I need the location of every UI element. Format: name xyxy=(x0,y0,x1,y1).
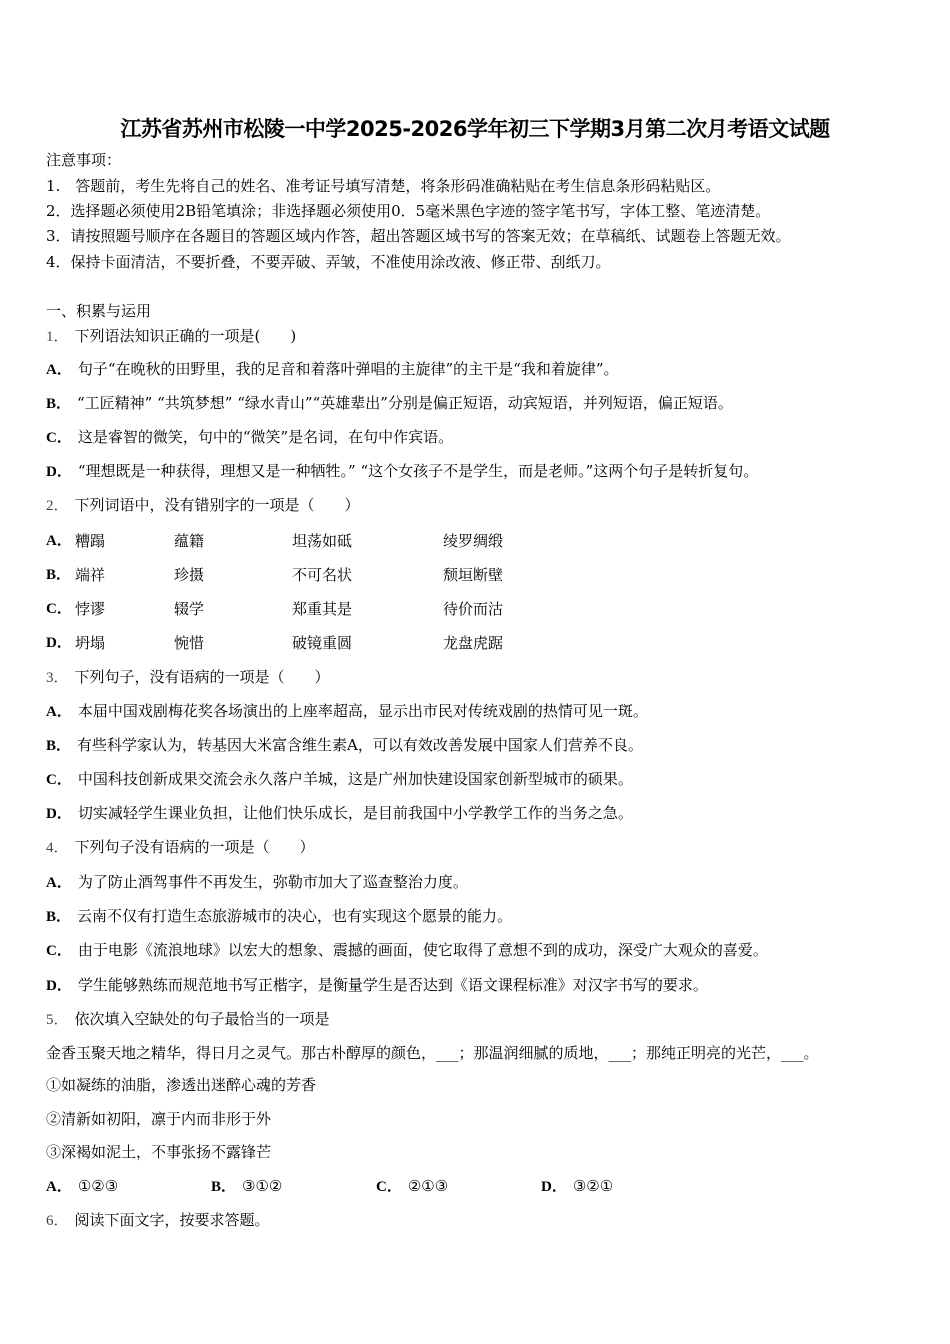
option-label: A． xyxy=(46,533,72,549)
question-4 xyxy=(46,837,315,858)
option-b xyxy=(46,393,733,414)
option-label: D． xyxy=(46,978,72,994)
option-word: 绫罗绸缎 xyxy=(443,532,504,550)
question-stem: 下列句子没有语病的一项是（ ） xyxy=(74,838,315,856)
option-word: 待价而沽 xyxy=(443,600,504,618)
notice-item: 3．请按照题号顺序在各题目的答题区域内作答，超出答题区域书写的答案无效；在草稿纸、试题卷上答题无效。 xyxy=(46,227,791,245)
notice-item: 2．选择题必须使用2B铅笔填涂；非选择题必须使用0．5毫米黑色字迹的签字笔书写，字体工整、笔迹清楚。 xyxy=(46,202,771,220)
question-stem: 下列语法知识正确的一项是( ) xyxy=(74,327,297,345)
option-text: 有些科学家认为，转基因大米富含维生素A，可以有效改善发展中国家人们营养不良。 xyxy=(77,736,643,754)
option-label: B． xyxy=(46,738,72,754)
option-label: D． xyxy=(46,806,72,822)
option-word: 辍学 xyxy=(174,600,205,618)
option-c xyxy=(46,940,768,961)
option-text: “理想既是一种获得，理想又是一种牺牲。” “这个女孩子不是学生，而是老师。”这两个句子是转折复句。 xyxy=(77,462,759,480)
option-word: 坍塌 xyxy=(75,634,106,652)
question-number: 3． xyxy=(46,670,69,686)
option-label: C． xyxy=(46,430,72,446)
option-c xyxy=(46,427,453,448)
option-label: C． xyxy=(46,943,72,959)
question-number: 5． xyxy=(46,1012,69,1028)
option-label: A． xyxy=(46,875,72,891)
option-label: B． xyxy=(46,396,72,412)
option-word: 蕴籍 xyxy=(174,532,205,550)
option-text: 为了防止酒驾事件不再发生，弥勒市加大了巡查整治力度。 xyxy=(77,873,468,891)
option-label: C． xyxy=(46,601,72,617)
option-label: D． xyxy=(46,635,72,651)
option-d xyxy=(46,975,708,996)
option-d xyxy=(46,461,758,482)
option-b xyxy=(211,1176,282,1197)
question-2 xyxy=(46,495,360,516)
option-text: 云南不仅有打造生态旅游城市的决心，也有实现这个愿景的能力。 xyxy=(77,907,513,925)
option-text: 切实减轻学生课业负担，让他们快乐成长，是目前我国中小学教学工作的当务之急。 xyxy=(77,804,633,822)
option-a xyxy=(46,359,619,380)
option-label: B． xyxy=(46,909,72,925)
question-number: 2． xyxy=(46,498,69,514)
option-word: 不可名状 xyxy=(292,566,353,584)
option-label: C． xyxy=(376,1179,402,1195)
option-word: 端祥 xyxy=(75,566,106,584)
option-text: 句子“在晚秋的田野里，我的足音和着落叶弹唱的主旋律”的主干是“我和着旋律”。 xyxy=(77,360,619,378)
option-label: D． xyxy=(46,464,72,480)
question-stem: 下列句子，没有语病的一项是（ ） xyxy=(74,668,330,686)
notice-heading: 注意事项： xyxy=(46,151,122,169)
option-word: 颓垣断壁 xyxy=(443,566,504,584)
option-b xyxy=(46,735,643,756)
question-stem: 阅读下面文字，按要求答题。 xyxy=(74,1211,270,1229)
option-text: ③①② xyxy=(242,1177,283,1195)
sentence-item: ②清新如初阳，凛于内而非形于外 xyxy=(46,1110,272,1128)
question-number: 1． xyxy=(46,329,69,345)
option-word: 惋惜 xyxy=(174,634,205,652)
option-c xyxy=(46,769,633,790)
option-label: C． xyxy=(46,772,72,788)
option-a xyxy=(46,872,468,893)
option-d xyxy=(46,803,633,824)
option-word: 破镜重圆 xyxy=(292,634,353,652)
sentence-item: ③深褐如泥土，不事张扬不露锋芒 xyxy=(46,1143,272,1161)
sentence-item: ①如凝练的油脂，渗透出迷醉心魂的芳香 xyxy=(46,1076,317,1094)
option-label: B． xyxy=(211,1179,237,1195)
option-text: ①②③ xyxy=(77,1177,119,1195)
notice-item: 4．保持卡面清洁，不要折叠，不要弄破、弄皱，不准使用涂改液、修正带、刮纸刀。 xyxy=(46,253,611,271)
option-text: 由于电影《流浪地球》以宏大的想象、震撼的画面，使它取得了意想不到的成功，深受广大观众的喜爱。 xyxy=(77,941,768,959)
question-number: 4． xyxy=(46,840,69,856)
section-heading: 一、积累与运用 xyxy=(46,302,152,320)
question-stem: 下列词语中，没有错别字的一项是（ ） xyxy=(74,496,360,514)
question-1 xyxy=(46,326,296,347)
option-a xyxy=(46,701,648,722)
option-text: ③②① xyxy=(572,1177,614,1195)
option-c xyxy=(376,1176,448,1197)
option-b xyxy=(46,906,512,927)
notice-item: 1. 答题前，考生先将自己的姓名、准考证号填写清楚，将条形码准确粘贴在考生信息条形码粘贴区。 xyxy=(46,177,721,195)
page-title: 江苏省苏州市松陵一中学2025-2026学年初三下学期3月第二次月考语文试题 xyxy=(120,117,830,141)
option-word: 龙盘虎踞 xyxy=(443,634,504,652)
option-label: D． xyxy=(541,1179,567,1195)
passage: 金香玉聚天地之精华，得日月之灵气。那古朴醇厚的颜色，___；那温润细腻的质地，___；那纯正明亮的光芒，___。 xyxy=(46,1044,819,1062)
question-5 xyxy=(46,1009,330,1030)
option-label: A． xyxy=(46,704,72,720)
question-stem: 依次填入空缺处的句子最恰当的一项是 xyxy=(74,1010,330,1028)
option-word: 珍摄 xyxy=(174,566,205,584)
option-word: 郑重其是 xyxy=(292,600,353,618)
option-text: 这是睿智的微笑，句中的“微笑”是名词，在句中作宾语。 xyxy=(77,428,454,446)
option-text: 中国科技创新成果交流会永久落户羊城，这是广州加快建设国家创新型城市的硕果。 xyxy=(77,770,633,788)
option-word: 坦荡如砥 xyxy=(292,532,353,550)
option-label: B． xyxy=(46,567,72,583)
option-text: 学生能够熟练而规范地书写正楷字，是衡量学生是否达到《语文课程标准》对汉字书写的要求。 xyxy=(77,976,708,994)
question-number: 6． xyxy=(46,1213,69,1229)
question-6 xyxy=(46,1210,270,1231)
question-3 xyxy=(46,667,330,688)
option-text: “工匠精神” “共筑梦想” “绿水青山”“英雄辈出”分别是偏正短语，动宾短语，并列短语，偏正短语。 xyxy=(77,394,733,412)
option-label: A． xyxy=(46,362,72,378)
option-a xyxy=(46,1176,118,1197)
option-word: 悖谬 xyxy=(75,600,106,618)
option-d xyxy=(541,1176,613,1197)
option-label: A． xyxy=(46,1179,72,1195)
option-text: ②①③ xyxy=(407,1177,449,1195)
option-word: 糟蹋 xyxy=(75,532,106,550)
option-text: 本届中国戏剧梅花奖各场演出的上座率超高，显示出市民对传统戏剧的热情可见一斑。 xyxy=(77,702,648,720)
